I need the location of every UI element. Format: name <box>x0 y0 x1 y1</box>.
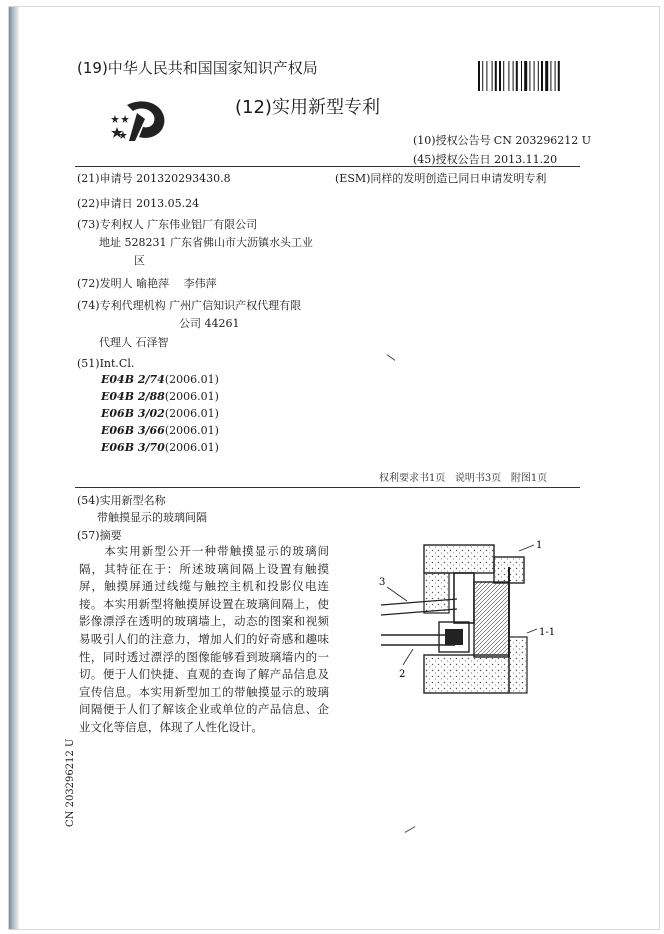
publication-date: (45)授权公告日 2013.11.20 <box>413 153 558 166</box>
application-date: (22)申请日 2013.05.24 <box>77 197 200 210</box>
figure-callout: 3 <box>379 577 386 588</box>
scan-edge-shadow <box>9 7 19 929</box>
abstract-label: (57)摘要 <box>77 529 122 542</box>
utility-name: 带触摸显示的玻璃间隔 <box>97 511 207 524</box>
ipc-item: E06B 3/70(2006.01) <box>101 441 219 454</box>
utility-name-label: (54)实用新型名称 <box>77 494 166 507</box>
figure-callout: 2 <box>399 669 406 680</box>
address-line-2: 区 <box>134 254 145 267</box>
document-type-title: (12)实用新型专利 <box>235 97 380 118</box>
publication-number: (10)授权公告号 CN 203296212 U <box>413 134 592 147</box>
ipc-item: E06B 3/02(2006.01) <box>101 407 219 420</box>
agency: (74)专利代理机构 广州广信知识产权代理有限 <box>77 299 302 312</box>
ipc-item: E06B 3/66(2006.01) <box>101 424 219 437</box>
figure-callout: 1 <box>536 540 543 551</box>
patent-document-page <box>8 6 660 930</box>
address: 地址 528231 广东省佛山市大沥镇水头工业 <box>99 236 313 249</box>
ipc-item: E04B 2/74(2006.01) <box>101 373 219 386</box>
agent: 代理人 石泽智 <box>99 336 169 349</box>
cnipa-logo-icon <box>109 97 169 147</box>
page-counts: 权利要求书1页 说明书3页 附图1页 <box>379 473 548 484</box>
agency-line-2: 公司 44261 <box>179 317 240 330</box>
esm-note: (ESM)同样的发明创造已同日申请发明专利 <box>335 172 547 185</box>
patentee: (73)专利权人 广东伟业铝厂有限公司 <box>77 218 258 231</box>
side-publication-number: CN 203296212 U <box>65 738 76 827</box>
scan-mark <box>405 826 416 833</box>
device-cross-section-figure <box>359 537 564 702</box>
section-rule <box>75 487 580 488</box>
header-rule <box>75 166 580 167</box>
figure-callout: 1-1 <box>539 627 556 638</box>
scan-mark <box>387 354 396 361</box>
ipc-label: (51)Int.Cl. <box>77 357 135 370</box>
abstract-text: 本实用新型公开一种带触摸显示的玻璃间隔，其特征在于：所述玻璃间隔上设置有触摸屏，触摸屏通过线缆与触控主机和投影仪电连接。本实用新型将触摸屏设置在玻璃间隔上，使影像漂浮在透明的玻璃墙上，动态的图案和视频易吸引人们的注意力，增加人们的好奇感和趣味性，同时透过漂浮的图像能够看到玻璃墙内的一切。便于人们快捷、直观的查询了解产品信息及宣传信息。本实用新型加工的带触摸显示的玻璃间隔便于人们了解该企业或单位的产品信息、企业文化等信息，体现了人性化设计。 <box>79 544 329 734</box>
office-name: (19)中华人民共和国国家知识产权局 <box>77 59 318 77</box>
ipc-item: E04B 2/88(2006.01) <box>101 390 219 403</box>
barcode-image <box>477 61 589 91</box>
application-number: (21)申请号 201320293430.8 <box>77 172 231 185</box>
inventors: (72)发明人 喻艳萍 李伟萍 <box>77 277 217 290</box>
